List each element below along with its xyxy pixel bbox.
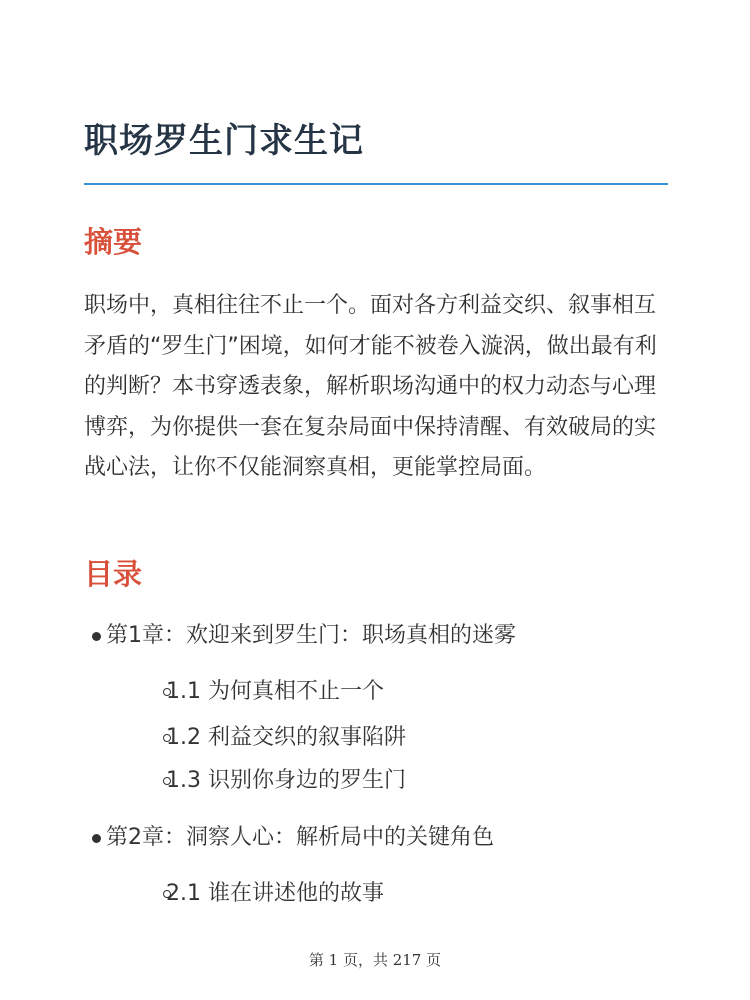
bullet-disc-icon [92,834,101,843]
toc-heading: 目录 [84,557,143,591]
document-page [84,0,668,1000]
page-number-footer: 第 1 页，共 217 页 [308,951,442,969]
summary-paragraph: 职场中，真相往往不止一个。面对各方利益交织、叙事相互矛盾的“罗生门”困境，如何才能不被卷入漩涡，做出最有利的判断？本书穿透表象，解析职场沟通中的权力动态与心理博弈，为你提供一套在复杂局面中保持清醒、有效破局的实战心法，让你不仅能洞察真相，更能掌控局面。 [84,293,657,480]
toc-item-section-2-1[interactable]: 2.1 谁在讲述他的故事 [166,881,384,906]
document-title: 职场罗生门求生记 [84,121,364,161]
toc-item-chapter-1[interactable]: 第1章：欢迎来到罗生门：职场真相的迷雾 [106,623,516,648]
toc-item-chapter-2[interactable]: 第2章：洞察人心：解析局中的关键角色 [106,825,494,850]
summary-heading: 摘要 [84,225,143,259]
toc-item-section-1-3[interactable]: 1.3 识别你身边的罗生门 [166,768,406,793]
title-divider [84,183,668,185]
bullet-disc-icon [92,632,101,641]
toc-item-section-1-1[interactable]: 1.1 为何真相不止一个 [166,679,384,704]
toc-item-section-1-2[interactable]: 1.2 利益交织的叙事陷阱 [166,725,406,750]
